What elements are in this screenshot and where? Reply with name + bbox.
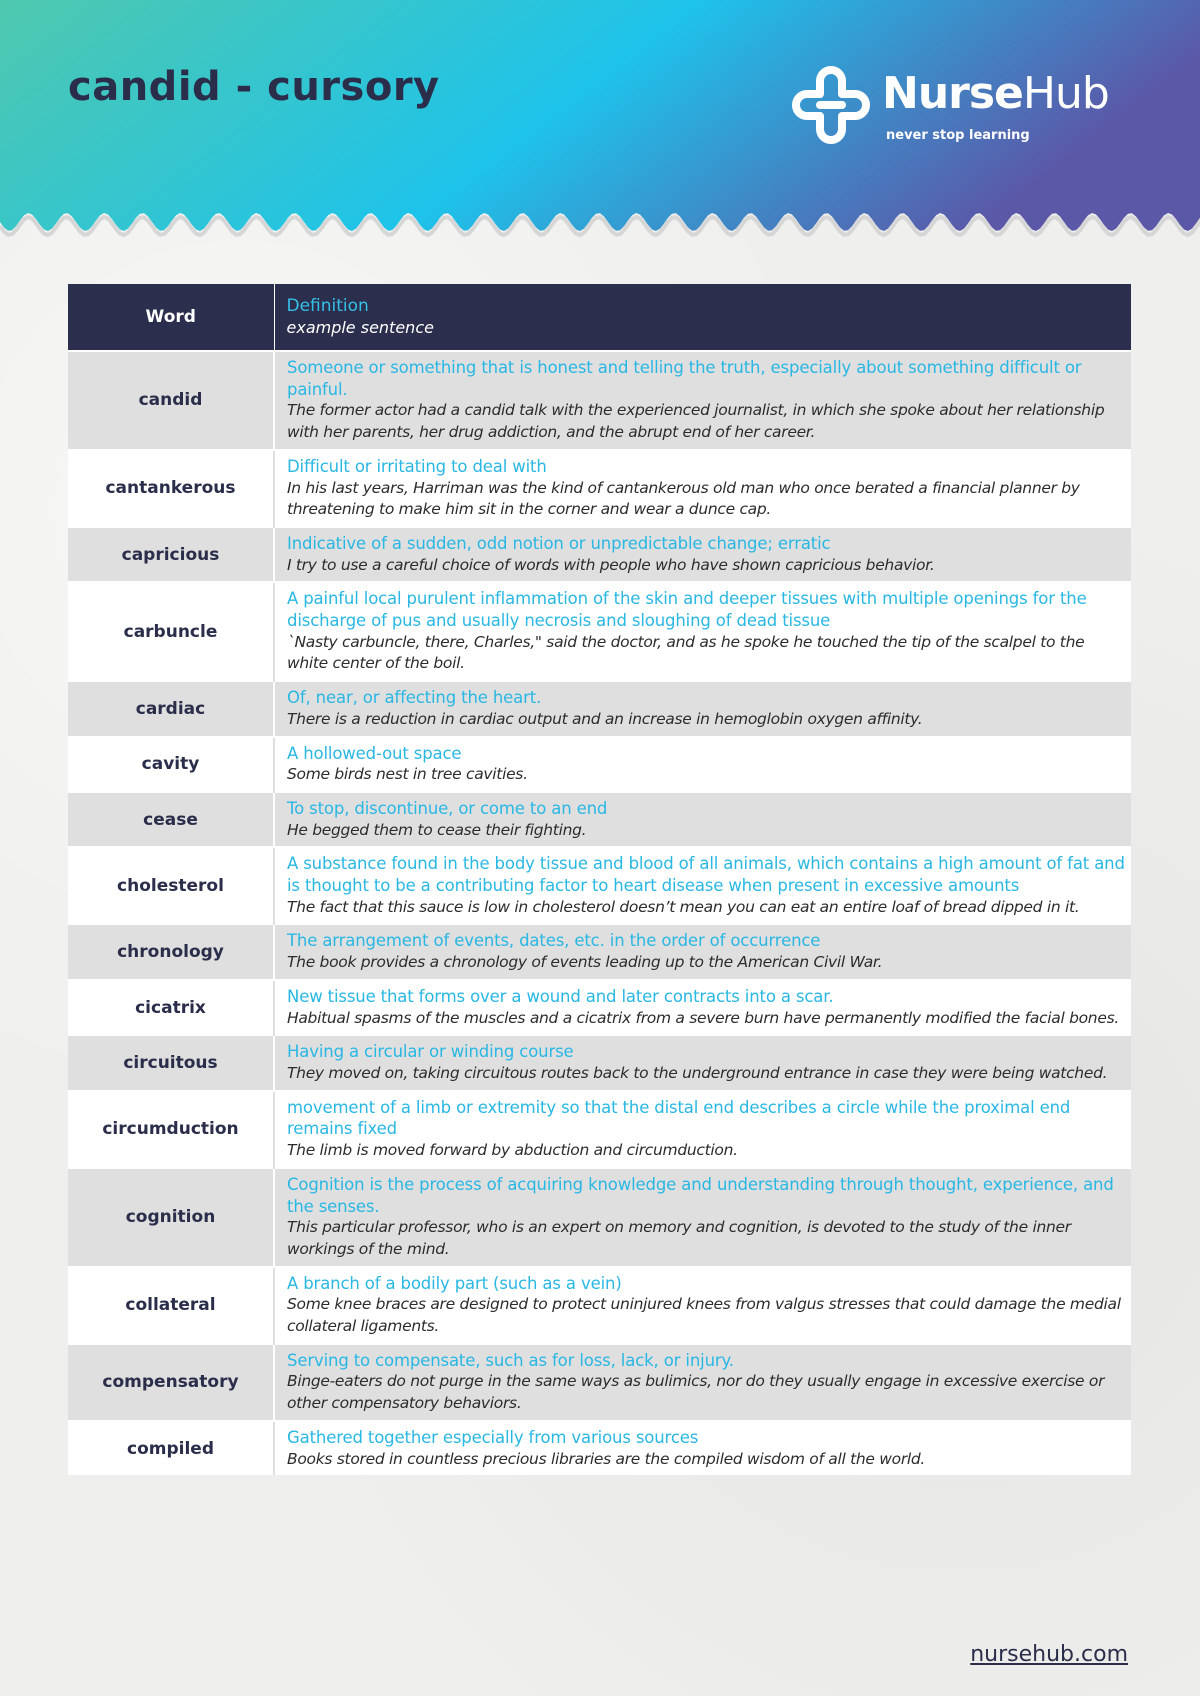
table-row <box>68 527 1131 582</box>
definition-cell <box>274 847 1131 924</box>
term-cell: collateral <box>68 1267 274 1344</box>
page-header <box>0 0 1200 250</box>
example-sentence: This particular professor, who is an expert on memory and cognition, is devoted to the study of the inner workings of the mind. <box>287 1218 1071 1258</box>
logo-name-bold: Nurse <box>882 68 1023 119</box>
table-row <box>68 681 1131 736</box>
table-row <box>68 737 1131 792</box>
table-row <box>68 847 1131 924</box>
table-row <box>68 450 1131 527</box>
example-sentence: I try to use a careful choice of words with people who have shown capricious behavior. <box>287 555 935 574</box>
definition-text: New tissue that forms over a wound and later contracts into a scar. <box>287 986 834 1006</box>
definition-cell <box>274 1168 1131 1267</box>
definition-cell <box>274 582 1131 681</box>
logo-wordmark <box>882 68 1109 119</box>
example-sentence: They moved on, taking circuitous routes back to the underground entrance in case they were being watched. <box>287 1063 1108 1082</box>
example-sentence: The limb is moved forward by abduction and circumduction. <box>287 1141 738 1160</box>
table-row <box>68 1267 1131 1344</box>
page-title: candid - cursory <box>68 64 440 110</box>
definition-cell <box>274 1344 1131 1421</box>
term-cell: circuitous <box>68 1035 274 1090</box>
term-cell: cardiac <box>68 681 274 736</box>
definition-text: A painful local purulent inflammation of the skin and deeper tissues with multiple openings for the discharge of pus and usually necrosis and sloughing of dead tissue <box>287 589 1087 631</box>
example-sentence: In his last years, Harriman was the kind of cantankerous old man who once berated a financial planner by threatening to make him sit in the corner and wear a dunce cap. <box>287 478 1080 519</box>
example-sentence: Books stored in countless precious libraries are the compiled wisdom of all the world. <box>287 1449 926 1468</box>
definition-cell <box>274 924 1131 979</box>
term-cell: compensatory <box>68 1344 274 1421</box>
table-row <box>68 1035 1131 1090</box>
term-cell: carbuncle <box>68 582 274 681</box>
definition-text: A hollowed-out space <box>287 743 462 763</box>
definition-text: Someone or something that is honest and telling the truth, especially about something difficult or painful. <box>287 358 1082 399</box>
table-row <box>68 980 1131 1035</box>
glossary-table <box>68 284 1131 1475</box>
term-cell: circumduction <box>68 1091 274 1168</box>
term-cell: candid <box>68 351 274 450</box>
definition-text: To stop, discontinue, or come to an end <box>287 798 608 818</box>
definition-text: Indicative of a sudden, odd notion or unpredictable change; erratic <box>287 533 831 553</box>
definition-cell <box>274 792 1131 847</box>
definition-cell <box>274 1091 1131 1168</box>
definition-cell <box>274 1421 1131 1475</box>
logo-tagline: never stop learning <box>886 128 1030 143</box>
table-row <box>68 1091 1131 1168</box>
footer-website-link[interactable]: nursehub.com <box>970 1642 1128 1667</box>
definition-text: A substance found in the body tissue and blood of all animals, which contains a high amount of fat and is thought to be a contributing factor to heart disease when present in excessive amounts <box>287 854 1125 896</box>
definition-cell <box>274 1267 1131 1344</box>
example-sentence: The former actor had a candid talk with the experienced journalist, in which she spoke about her relationship with her parents, her drug addiction, and the abrupt end of her career. <box>287 401 1105 442</box>
term-cell: cantankerous <box>68 450 274 527</box>
term-cell: cholesterol <box>68 847 274 924</box>
example-sentence: The book provides a chronology of events leading up to the American Civil War. <box>287 953 883 972</box>
column-header-word: Word <box>68 284 274 351</box>
definition-cell <box>274 450 1131 527</box>
definition-cell <box>274 980 1131 1035</box>
term-cell: chronology <box>68 924 274 979</box>
term-cell: cavity <box>68 737 274 792</box>
example-sentence: Habitual spasms of the muscles and a cicatrix from a severe burn have permanently modified the facial bones. <box>287 1008 1119 1027</box>
nursehub-logo[interactable] <box>790 64 1130 154</box>
table-row <box>68 792 1131 847</box>
definition-cell <box>274 351 1131 450</box>
term-cell: compiled <box>68 1421 274 1475</box>
logo-name-light: Hub <box>1022 68 1109 119</box>
term-cell: cicatrix <box>68 980 274 1035</box>
example-sentence: Some knee braces are designed to protect uninjured knees from valgus stresses that could damage the medial collateral ligaments. <box>287 1295 1121 1336</box>
definition-cell <box>274 737 1131 792</box>
definition-text: Having a circular or winding course <box>287 1042 574 1062</box>
table-row <box>68 1421 1131 1475</box>
table-row <box>68 582 1131 681</box>
table-row <box>68 924 1131 979</box>
definition-text: A branch of a bodily part (such as a vein) <box>287 1273 622 1293</box>
example-sentence: The fact that this sauce is low in cholesterol doesn’t mean you can eat an entire loaf of bread dipped in it. <box>287 897 1080 916</box>
definition-text: The arrangement of events, dates, etc. in the order of occurrence <box>287 931 821 951</box>
term-cell: cease <box>68 792 274 847</box>
definition-text: movement of a limb or extremity so that the distal end describes a circle while the proximal end remains fixed <box>287 1097 1071 1139</box>
definition-cell <box>274 527 1131 582</box>
column-header-definition <box>274 284 1131 351</box>
term-cell: cognition <box>68 1168 274 1267</box>
definition-text: Gathered together especially from various sources <box>287 1427 699 1447</box>
header-example-label: example sentence <box>286 318 434 337</box>
header-definition-label: Definition <box>286 296 369 316</box>
definition-cell <box>274 681 1131 736</box>
table-row <box>68 1344 1131 1421</box>
example-sentence: There is a reduction in cardiac output and an increase in hemoglobin oxygen affinity. <box>287 709 923 728</box>
definition-text: Of, near, or affecting the heart. <box>287 688 542 708</box>
example-sentence: `Nasty carbuncle, there, Charles," said the doctor, and as he spoke he touched the tip of the scalpel to the white center of the boil. <box>287 632 1085 673</box>
definition-cell <box>274 1035 1131 1090</box>
table-row <box>68 1168 1131 1267</box>
definition-text: Difficult or irritating to deal with <box>287 456 547 476</box>
example-sentence: Binge-eaters do not purge in the same ways as bulimics, nor do they usually engage in excessive exercise or other compensatory behaviors. <box>287 1372 1105 1413</box>
table-header-row <box>68 284 1131 351</box>
nursehub-cross-icon <box>790 64 872 146</box>
example-sentence: Some birds nest in tree cavities. <box>287 765 528 784</box>
definition-text: Cognition is the process of acquiring knowledge and understanding through thought, experience, and the senses. <box>287 1174 1114 1216</box>
example-sentence: He begged them to cease their fighting. <box>287 820 587 839</box>
term-cell: capricious <box>68 527 274 582</box>
table-row <box>68 351 1131 450</box>
definition-text: Serving to compensate, such as for loss, lack, or injury. <box>287 1350 734 1370</box>
